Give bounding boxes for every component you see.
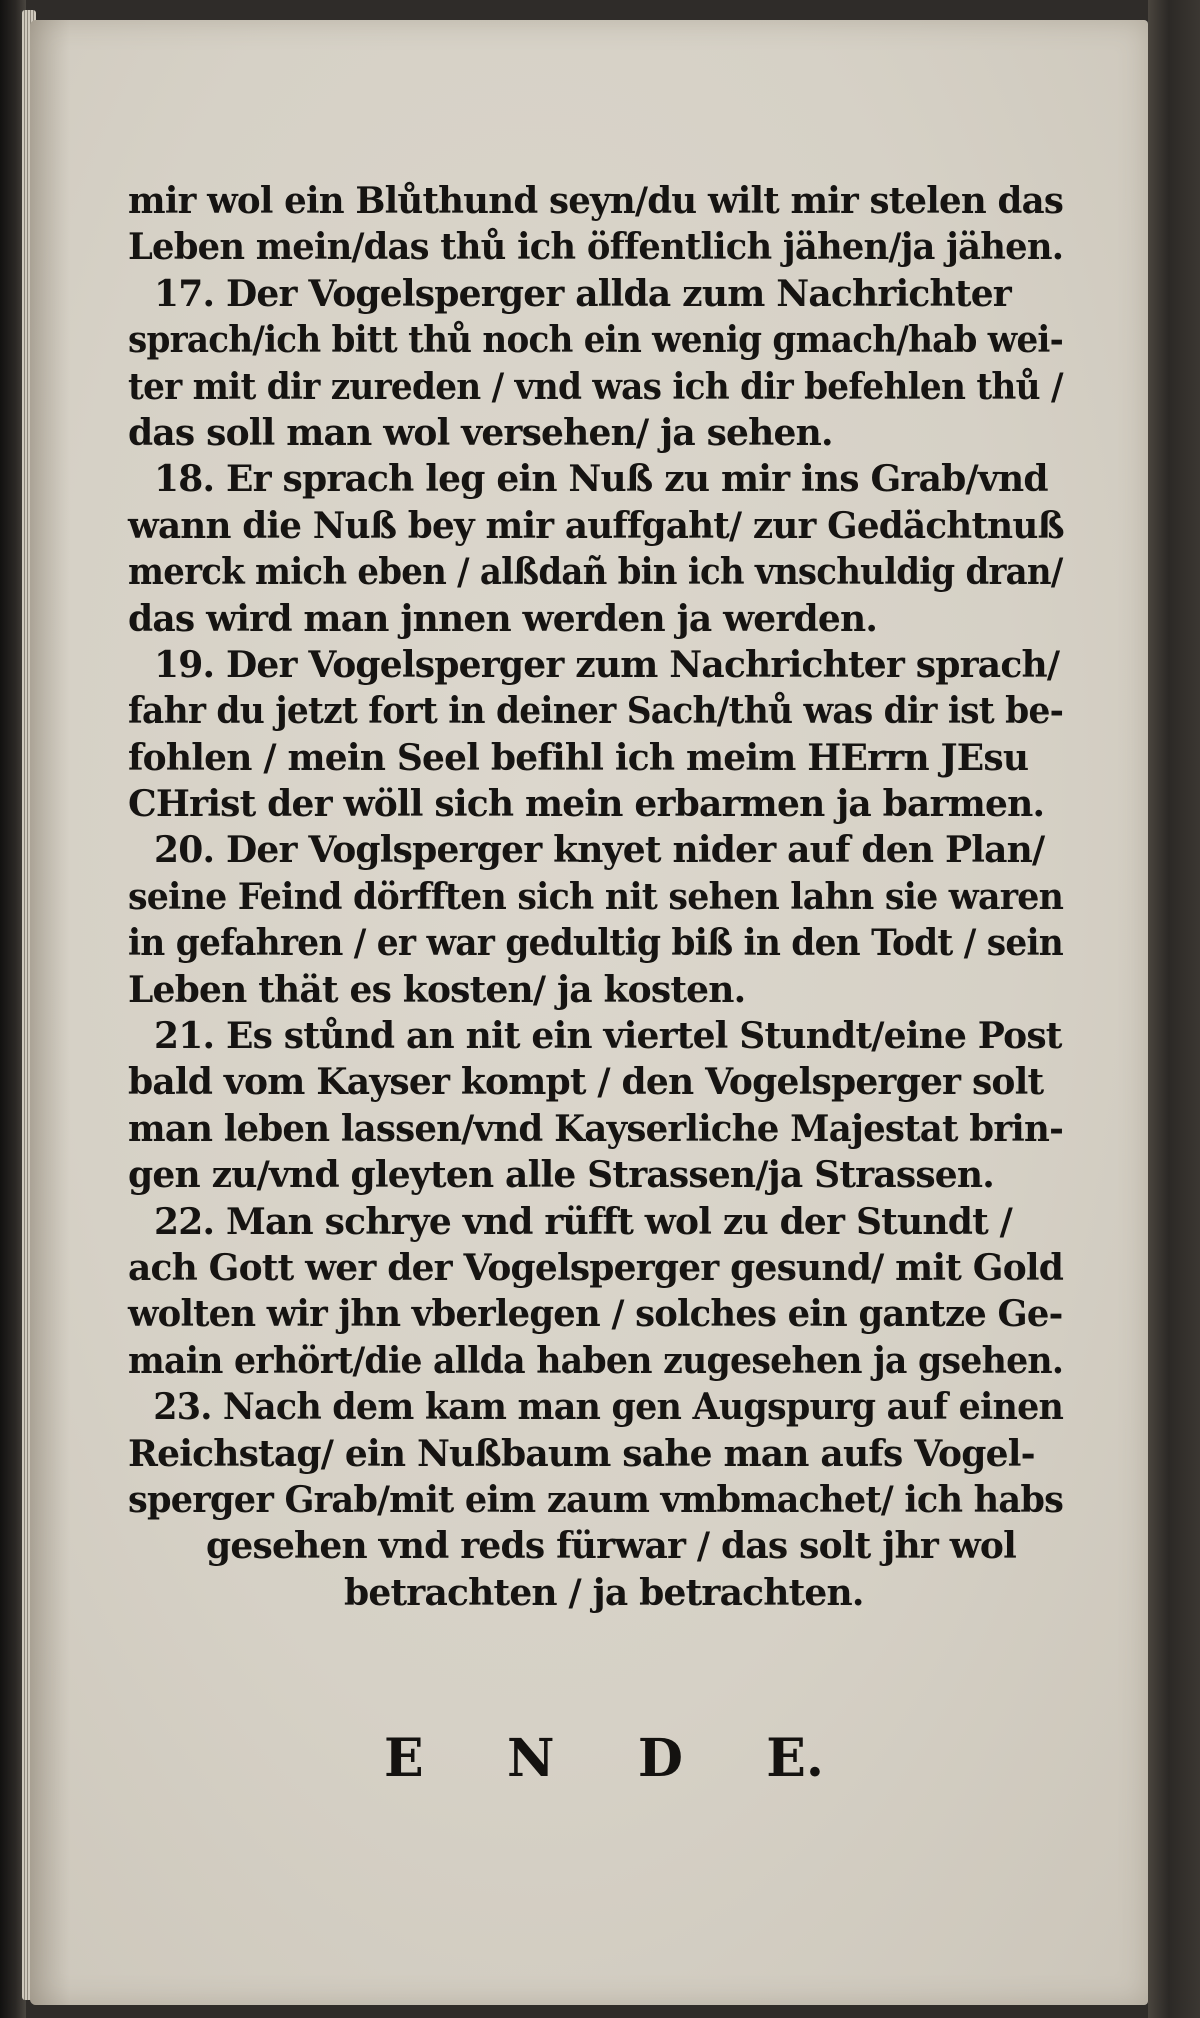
text-line: wolten wir jhn vberlegen / solches ein gantze Ge- xyxy=(128,1293,1063,1336)
scan-margin xyxy=(1148,0,1200,2018)
stanza-17-line: 17. Der Vogelsperger allda zum Nachrichter xyxy=(154,272,1011,315)
text-line: betrachten / ja betrachten. xyxy=(344,1571,864,1614)
stanza-21-line: 21. Es stůnd an nit ein viertel Stundt/eine Post xyxy=(154,1015,1062,1058)
text-line: gen zu/vnd gleyten alle Strassen/ja Strassen. xyxy=(128,1154,995,1197)
end-letter: E. xyxy=(766,1728,824,1789)
text-line: sperger Grab/mit eim zaum vmbmachet/ ich habs xyxy=(128,1478,1064,1521)
text-line: CHrist der wöll sich mein erbarmen ja barmen. xyxy=(128,783,1045,826)
text-line: main erhört/die allda haben zugesehen ja gsehen. xyxy=(128,1339,1064,1382)
text-line: seine Feind dörfften sich nit sehen lahn sie waren xyxy=(128,875,1064,918)
text-line: ach Gott wer der Vogelsperger gesund/ mit Gold xyxy=(128,1246,1064,1289)
ende-colophon xyxy=(384,1728,824,1789)
text-line: wann die Nuß bey mir auffgaht/ zur Gedächtnuß xyxy=(128,504,1064,547)
text-line: ter mit dir zureden / vnd was ich dir befehlen thů / xyxy=(128,365,1063,408)
end-letter: E xyxy=(384,1728,424,1789)
end-letter: N xyxy=(506,1728,555,1789)
stanza-23-line: 23. Nach dem kam man gen Augspurg auf einen xyxy=(153,1386,1064,1429)
text-line: man leben lassen/vnd Kayserliche Majestat brin- xyxy=(128,1107,1064,1150)
stanza-19-line: 19. Der Vogelsperger zum Nachrichter sprach/ xyxy=(154,643,1060,686)
text-line: gesehen vnd reds fürwar / das solt jhr wol xyxy=(206,1525,1016,1568)
stanza-22-line: 22. Man schrye vnd rüfft wol zu der Stundt / xyxy=(154,1200,1012,1243)
end-letter: D xyxy=(637,1728,683,1789)
text-line: mir wol ein Blůthund seyn/du wilt mir stelen das xyxy=(128,180,1064,222)
text-line: in gefahren / er war gedultig biß in den Todt / sein xyxy=(128,922,1063,965)
stanza-18-line: 18. Er sprach leg ein Nuß zu mir ins Grab/vnd xyxy=(154,458,1048,501)
page-text xyxy=(128,178,1063,1616)
text-line: das wird man jnnen werden ja werden. xyxy=(128,597,878,640)
text-line: bald vom Kayser kompt / den Vogelsperger solt xyxy=(128,1061,1044,1104)
text-line: sprach/ich bitt thů noch ein wenig gmach/hab wei- xyxy=(128,319,1064,362)
text-line: fohlen / mein Seel befihl ich meim HErrn JEsu xyxy=(128,736,1029,779)
text-line: das soll man wol versehen/ ja sehen. xyxy=(128,411,833,454)
text-line: Reichstag/ ein Nußbaum sahe man aufs Vogel- xyxy=(128,1432,1035,1475)
text-line: Leben mein/das thů ich öffentlich jähen/ja jähen. xyxy=(128,226,1064,269)
text-line: merck mich eben / alßdañ bin ich vnschuldig dran/ xyxy=(128,551,1063,594)
text-line: Leben thät es kosten/ ja kosten. xyxy=(128,968,746,1011)
stanza-20-line: 20. Der Voglsperger knyet nider auf den Plan/ xyxy=(154,829,1045,872)
text-line: fahr du jetzt fort in deiner Sach/thů was dir ist be- xyxy=(128,690,1064,733)
